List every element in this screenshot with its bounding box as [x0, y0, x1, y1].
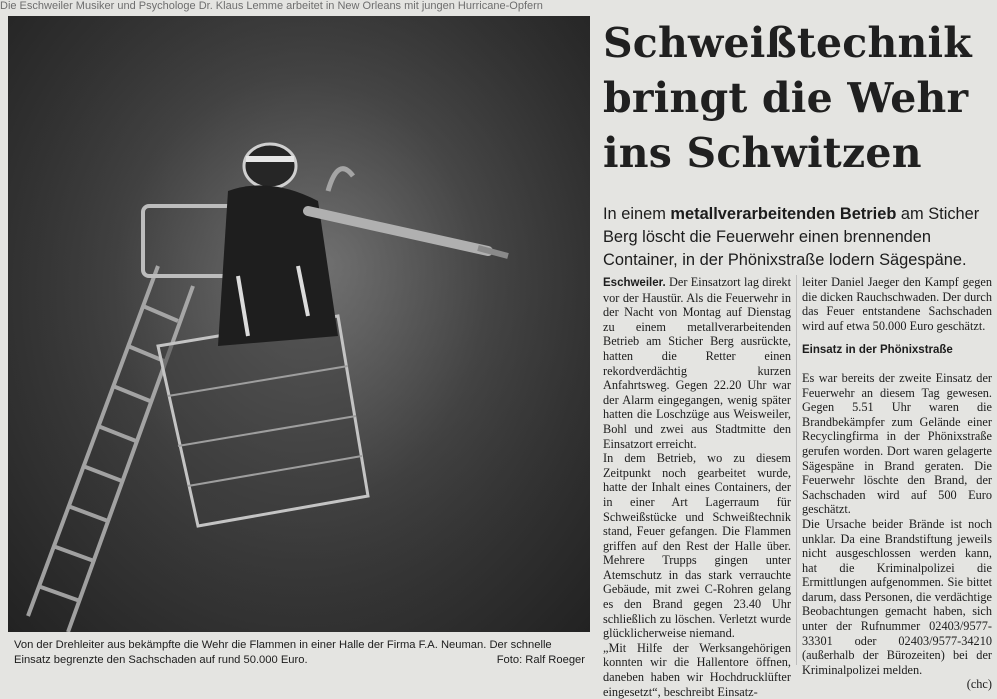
headline-line-2: bringt die Wehr [603, 74, 969, 122]
paragraph-1-text: Der Einsatzort lag direkt vor der Haustür. Als die Feuerwehr in der Nacht von Montag auf Dienstag zu einem metallverarbeitenden Betrieb am Sticher Berg ausrückte, hatten die Retter einen rekordverdächtig kurzen Anfahrtsweg. Gegen 22.20 Uhr war der Alarm eingegangen, wenig später hatten die Loschzüge aus Weisweiler, Bohl und zwei aus Stadtmitte den Einsatzort erreicht. [603, 275, 791, 451]
subhead-bold: metallverarbeitenden Betrieb [670, 205, 897, 223]
author-signature: (chc) [966, 677, 992, 692]
firefighter-photo [8, 16, 590, 632]
dateline: Eschweiler. [603, 277, 666, 289]
article-paragraph-2: In dem Betrieb, wo zu diesem Zeitpunkt noch gearbeitet wurde, hatte der Inhalt eines Containers, der in einer Art Lagerraum für Schweißstücke und Schweißtechnik stand, Feuer gefangen. Die Flammen griffen auf den Rest der Halle über. Mehrere Trupps gingen unter Atemschutz in das stark verrauchte Gebäude, mit zwei C-Rohren gelang es den Brand gegen 23.40 Uhr schließlich zu löschen. Verletzt wurde glücklicherweise niemand. [603, 451, 791, 641]
subhead-part-1: In einem [603, 205, 671, 223]
photo-credit: Foto: Ralf Roeger [496, 654, 585, 666]
article-paragraph-6: Die Ursache beider Brände ist noch unklar. Da eine Brandstiftung jeweils nicht ausgeschlossen werden kann, hat die Kriminalpolizei die Ermittlungen aufgenommen. Sie bittet darum, dass Personen, die verdächtige Beobachtungen gemacht haben, sich unter der Rufnummer 02403/9577-33301 oder 02403/9577-34210 (außerhalb der Bürozeiten) bei der Kriminalpolizei melden. [802, 516, 992, 677]
photo-caption [14, 638, 589, 668]
article-paragraph-3: „Mit Hilfe der Werksangehörigen konnten wir die Hallentore öffnen, daneben haben wir Hochdrucklüfter eingesetzt“, beschreibt Einsatz- [603, 640, 791, 699]
article-paragraph-5: Es war bereits der zweite Einsatz der Feuerwehr an diesem Tag gewesen. Gegen 5.51 Uhr waren die Brandbekämpfer zum Gelände einer Recyclingfirma in der Phönixstraße gerufen worden. Dort waren gelagerte Sägespäne in Brand geraten. Die Feuerwehr löschte den Brand, der Sachschaden wird auf 500 Euro geschätzt. [802, 370, 992, 517]
article-column-2 [802, 275, 992, 692]
article-paragraph-1 [603, 275, 791, 451]
headline-line-1: Schweißtechnik [603, 19, 972, 67]
headline-line-3: ins Schwitzen [603, 129, 922, 177]
subhead-part-2: am Sticher Berg löscht die Feuerwehr einen brennenden Container, in der Phönixstraße lodern Sägespäne. [603, 205, 980, 269]
caption-text: Von der Drehleiter aus bekämpfte die Wehr die Flammen in einer Halle der Firma F.A. Neuman. Der schnelle Einsatz begrenzte den Sachschaden auf rund 50.000 Euro. [14, 639, 552, 666]
article-headline [603, 16, 993, 181]
article-subheading: Einsatz in der Phönixstraße [802, 344, 953, 357]
adjacent-article-strip: Die Eschweiler Musiker und Psychologe Dr. Klaus Lemme arbeitet in New Orleans mit jungen Hurricane-Opfern [0, 0, 543, 12]
column-divider [796, 275, 797, 665]
article-paragraph-4: leiter Daniel Jaeger den Kampf gegen die dicken Rauchschwaden. Der durch das Feuer entstandene Sachschaden wird auf etwa 50.000 Euro geschätzt. [802, 275, 992, 333]
photo-illustration [8, 16, 590, 632]
article-subheadline [603, 203, 993, 272]
article-column-1 [603, 275, 791, 699]
